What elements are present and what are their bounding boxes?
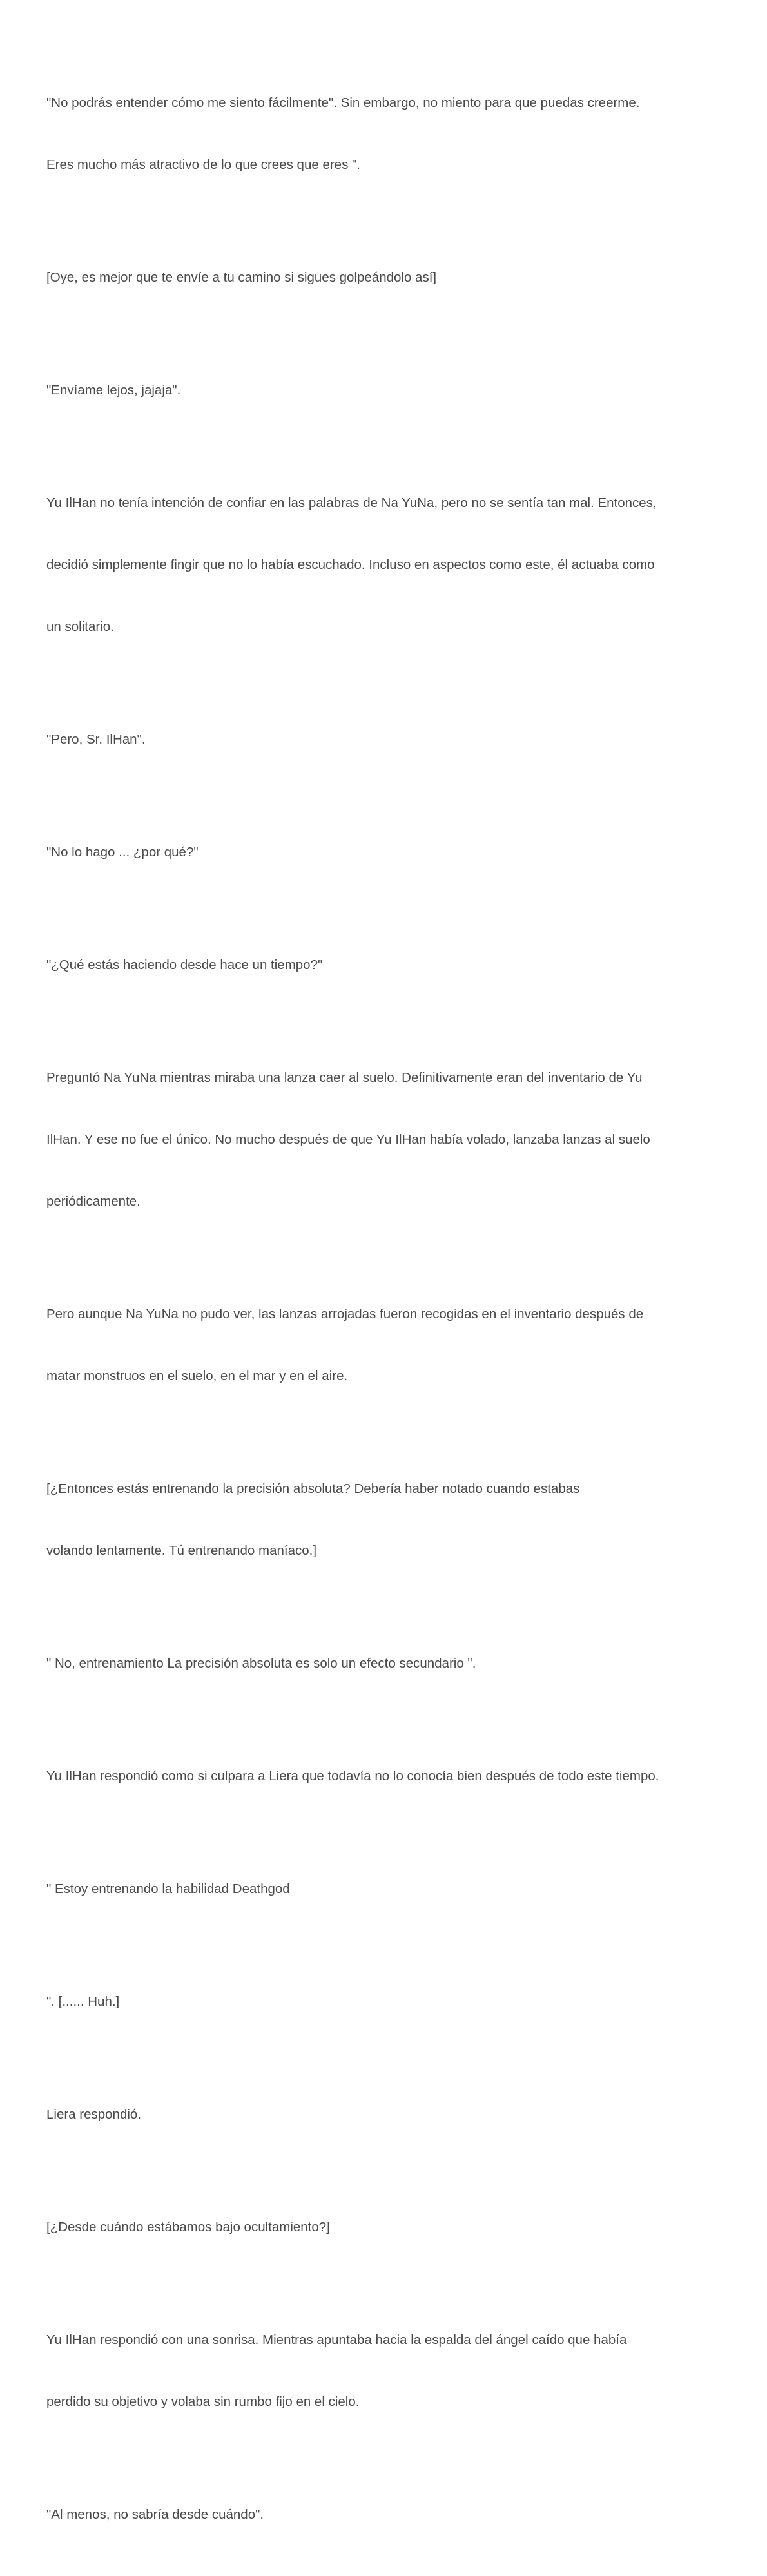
- text-line: Liera respondió.: [46, 2107, 142, 2122]
- text-line: periódicamente.: [46, 1194, 141, 1209]
- paragraph: [46, 2063, 723, 2166]
- paragraph: [46, 801, 723, 904]
- text-line: un solitario.: [46, 619, 114, 634]
- paragraph: [46, 226, 723, 329]
- paragraph: [46, 1437, 723, 1602]
- text-line: Yu IlHan respondió con una sonrisa. Mientras apuntaba hacia la espalda del ángel caído que había: [46, 2332, 627, 2347]
- text-line: Yu IlHan respondió como si culpara a Liera que todavía no lo conocía bien después de todo este tiempo.: [46, 1769, 659, 1783]
- text-line: [¿Desde cuándo estábamos bajo ocultamiento?]: [46, 2220, 330, 2235]
- paragraph: [46, 339, 723, 442]
- paragraph: [46, 1838, 723, 1941]
- paragraph: [46, 1725, 723, 1828]
- text-line: Yu IlHan no tenía intención de confiar en las palabras de Na YuNa, pero no se sentía tan mal. Entonces,: [46, 495, 657, 510]
- paragraph: [46, 2289, 723, 2454]
- paragraph: [46, 52, 723, 216]
- paragraph: [46, 914, 723, 1017]
- paragraph: [46, 2176, 723, 2279]
- text-line: " Estoy entrenando la habilidad Deathgod: [46, 1881, 290, 1896]
- paragraph: [46, 1612, 723, 1715]
- text-line: IlHan. Y ese no fue el único. No mucho después de que Yu IlHan había volado, lanzaba lanzas al suelo: [46, 1132, 650, 1147]
- text-line: perdido su objetivo y volaba sin rumbo fijo en el cielo.: [46, 2394, 360, 2409]
- paragraph: [46, 688, 723, 791]
- text-line: " No, entrenamiento La precisión absoluta es solo un efecto secundario ".: [46, 1656, 476, 1671]
- text-line: [Oye, es mejor que te envíe a tu camino si sigues golpeándolo así]: [46, 270, 437, 285]
- text-line: matar monstruos en el suelo, en el mar y en el aire.: [46, 1369, 348, 1383]
- text-line: "Pero, Sr. IlHan".: [46, 732, 146, 747]
- paragraph: [46, 2463, 723, 2566]
- text-line: "Al menos, no sabría desde cuándo".: [46, 2507, 264, 2522]
- document-page: [46, 52, 723, 2576]
- text-line: Preguntó Na YuNa mientras miraba una lanza caer al suelo. Definitivamente eran del inventario de Yu: [46, 1070, 643, 1085]
- text-line: "Envíame lejos, jajaja".: [46, 383, 181, 398]
- text-line: ". [...... Huh.]: [46, 1994, 120, 2009]
- paragraph: [46, 1263, 723, 1428]
- text-line: "No lo hago ... ¿por qué?": [46, 845, 199, 860]
- text-line: "No podrás entender cómo me siento fácilmente". Sin embargo, no miento para que puedas creerme.: [46, 95, 640, 110]
- paragraph: [46, 452, 723, 678]
- text-line: [¿Entonces estás entrenando la precisión absoluta? Debería haber notado cuando estabas: [46, 1481, 580, 1496]
- text-line: Eres mucho más atractivo de lo que crees que eres ".: [46, 157, 360, 172]
- text-line: "¿Qué estás haciendo desde hace un tiempo?": [46, 957, 323, 972]
- text-line: decidió simplemente fingir que no lo había escuchado. Incluso en aspectos como este, él actuaba como: [46, 557, 655, 572]
- text-line: volando lentamente. Tú entrenando maníaco.]: [46, 1543, 317, 1558]
- text-line: Pero aunque Na YuNa no pudo ver, las lanzas arrojadas fueron recogidas en el inventario después de: [46, 1307, 644, 1322]
- paragraph: [46, 1026, 723, 1253]
- paragraph: [46, 1950, 723, 2053]
